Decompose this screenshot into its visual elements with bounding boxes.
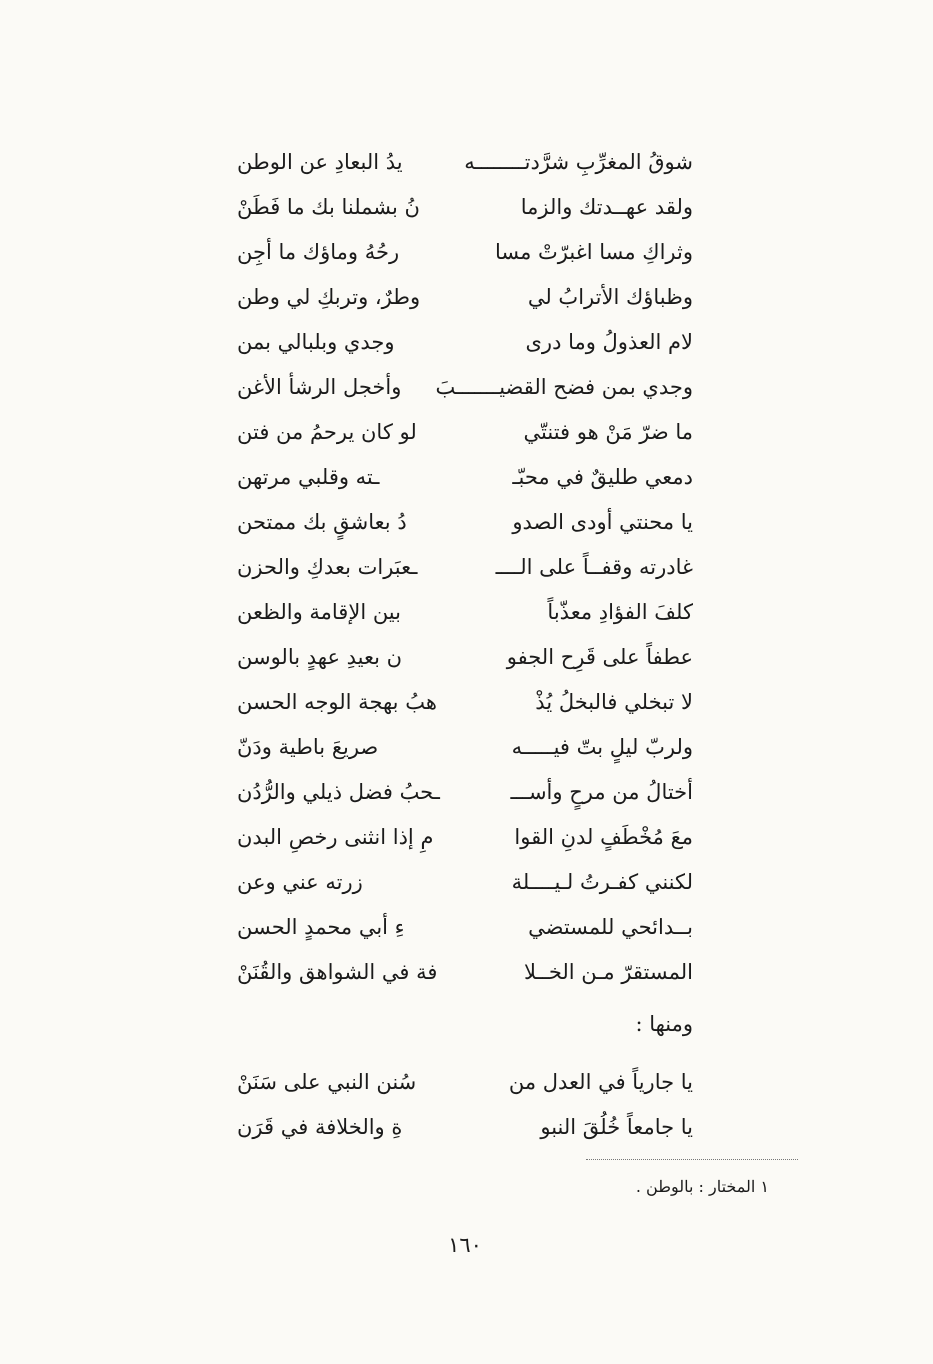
verse-first-hemistich: وظباؤك الأترابُ لي	[527, 285, 693, 309]
verse-line	[237, 275, 693, 319]
verse-line	[237, 725, 693, 769]
verse-first-hemistich: وجدي بمن فضح القضيـــــــبَ	[435, 375, 693, 399]
verse-first-hemistich: غادرته وقفــاً على الــــ	[495, 555, 693, 579]
verse-first-hemistich: يا محنتي أودى الصدو	[512, 510, 693, 534]
verse-second-hemistich: يدُ البعادِ عن الوطن	[237, 150, 403, 174]
verse-line	[237, 455, 693, 499]
verse-second-hemistich: بين الإقامة والظعن	[237, 600, 401, 624]
verse-line	[237, 1060, 693, 1104]
footnote: ١ المختار : بالوطن .	[635, 1177, 769, 1196]
verse-line	[237, 770, 693, 814]
verse-second-hemistich: وطرٌ، وتربكِ لي وطن	[237, 285, 421, 309]
verse-first-hemistich: يا جارياً في العدل من	[508, 1070, 693, 1094]
verse-first-hemistich: ما ضرّ مَنْ هو فتنتّي	[523, 420, 693, 444]
verse-second-hemistich: ـحبُ فضل ذيلي والرُّدُن	[237, 780, 440, 804]
verse-second-hemistich: نُ بشملنا بك ما فَطَنْ	[237, 195, 420, 219]
verse-first-hemistich: كلفَ الفؤادِ معذّباً	[547, 600, 693, 624]
verse-line	[237, 410, 693, 454]
verse-line	[237, 815, 693, 859]
verse-first-hemistich: يا جامعاً خُلُقَ النبو	[540, 1115, 693, 1139]
section-intro: ومنها :	[635, 1012, 693, 1036]
verse-second-hemistich: وجدي وبلبالي بمن	[237, 330, 395, 354]
verse-first-hemistich: لكنني كفـرتُ لـيــــلة	[511, 870, 693, 894]
verse-second-hemistich: وأخجل الرشأ الأغن	[237, 375, 402, 399]
verse-second-hemistich: مِ إذا انثنى رخصِ البدن	[237, 825, 434, 849]
verse-second-hemistich: ءِ أبي محمدٍ الحسن	[237, 915, 405, 939]
verse-line	[237, 320, 693, 364]
verse-line	[237, 905, 693, 949]
verse-first-hemistich: عطفاً على قَرِح الجفو	[506, 645, 693, 669]
verse-line	[237, 680, 693, 724]
verse-line	[237, 185, 693, 229]
verse-second-hemistich: صريعَ باطية ودَنّ	[237, 735, 379, 759]
verse-line	[237, 365, 693, 409]
verse-first-hemistich: دمعي طليقٌ في محبّـ	[512, 465, 693, 489]
verse-first-hemistich: بــدائحي للمستضي	[528, 915, 693, 939]
verse-line	[237, 635, 693, 679]
verse-second-hemistich: سُنن النبي على سَنَنْ	[237, 1070, 417, 1094]
verse-line	[237, 230, 693, 274]
verse-first-hemistich: ولربّ ليلٍ بتّ فيـــــه	[511, 735, 693, 759]
verse-first-hemistich: المستقرّ مـن الخــلا	[523, 960, 693, 984]
verse-second-hemistich: ـعبَرات بعدكِ والحزن	[237, 555, 418, 579]
verse-second-hemistich: زرته عني وعن	[237, 870, 363, 894]
page-number: ١٦٠	[448, 1233, 482, 1257]
verse-first-hemistich: ولقد عهــدتك والزما	[520, 195, 693, 219]
verse-second-hemistich: دُ بعاشقٍ بك ممتحن	[237, 510, 407, 534]
verse-line	[237, 1105, 693, 1149]
verse-line	[237, 545, 693, 589]
verse-first-hemistich: لام العذولُ وما درى	[525, 330, 693, 354]
verse-second-hemistich: ةِ والخلافة في قَرَن	[237, 1115, 403, 1139]
verse-second-hemistich: لو كان يرحمُ من فتن	[237, 420, 417, 444]
verse-line	[237, 860, 693, 904]
verse-second-hemistich: هبُ بهجة الوجه الحسن	[237, 690, 437, 714]
verse-first-hemistich: شوقُ المغرِّبِ شرَّدتــــــــه	[464, 150, 693, 174]
verse-first-hemistich: معَ مُخْطَفٍ لدنِ القوا	[514, 825, 693, 849]
verse-second-hemistich: ـته وقلبي مرتهن	[237, 465, 380, 489]
verse-first-hemistich: أختالُ من مرحٍ وأســـ	[510, 780, 693, 804]
verse-line	[237, 500, 693, 544]
verse-line	[237, 140, 693, 184]
verse-line	[237, 590, 693, 634]
verse-second-hemistich: رحُهُ وماؤك ما أجِن	[237, 240, 400, 264]
verse-second-hemistich: فة في الشواهق والقُنَنْ	[237, 960, 438, 984]
verse-second-hemistich: ن بعيدِ عهدٍ بالوسن	[237, 645, 403, 669]
verse-first-hemistich: لا تبخلي فالبخلُ يُذْ	[535, 690, 693, 714]
footnote-divider	[586, 1159, 798, 1160]
verse-line	[237, 950, 693, 994]
verse-first-hemistich: وثراكِ مسا اغبرّتْ مسا	[494, 240, 693, 264]
